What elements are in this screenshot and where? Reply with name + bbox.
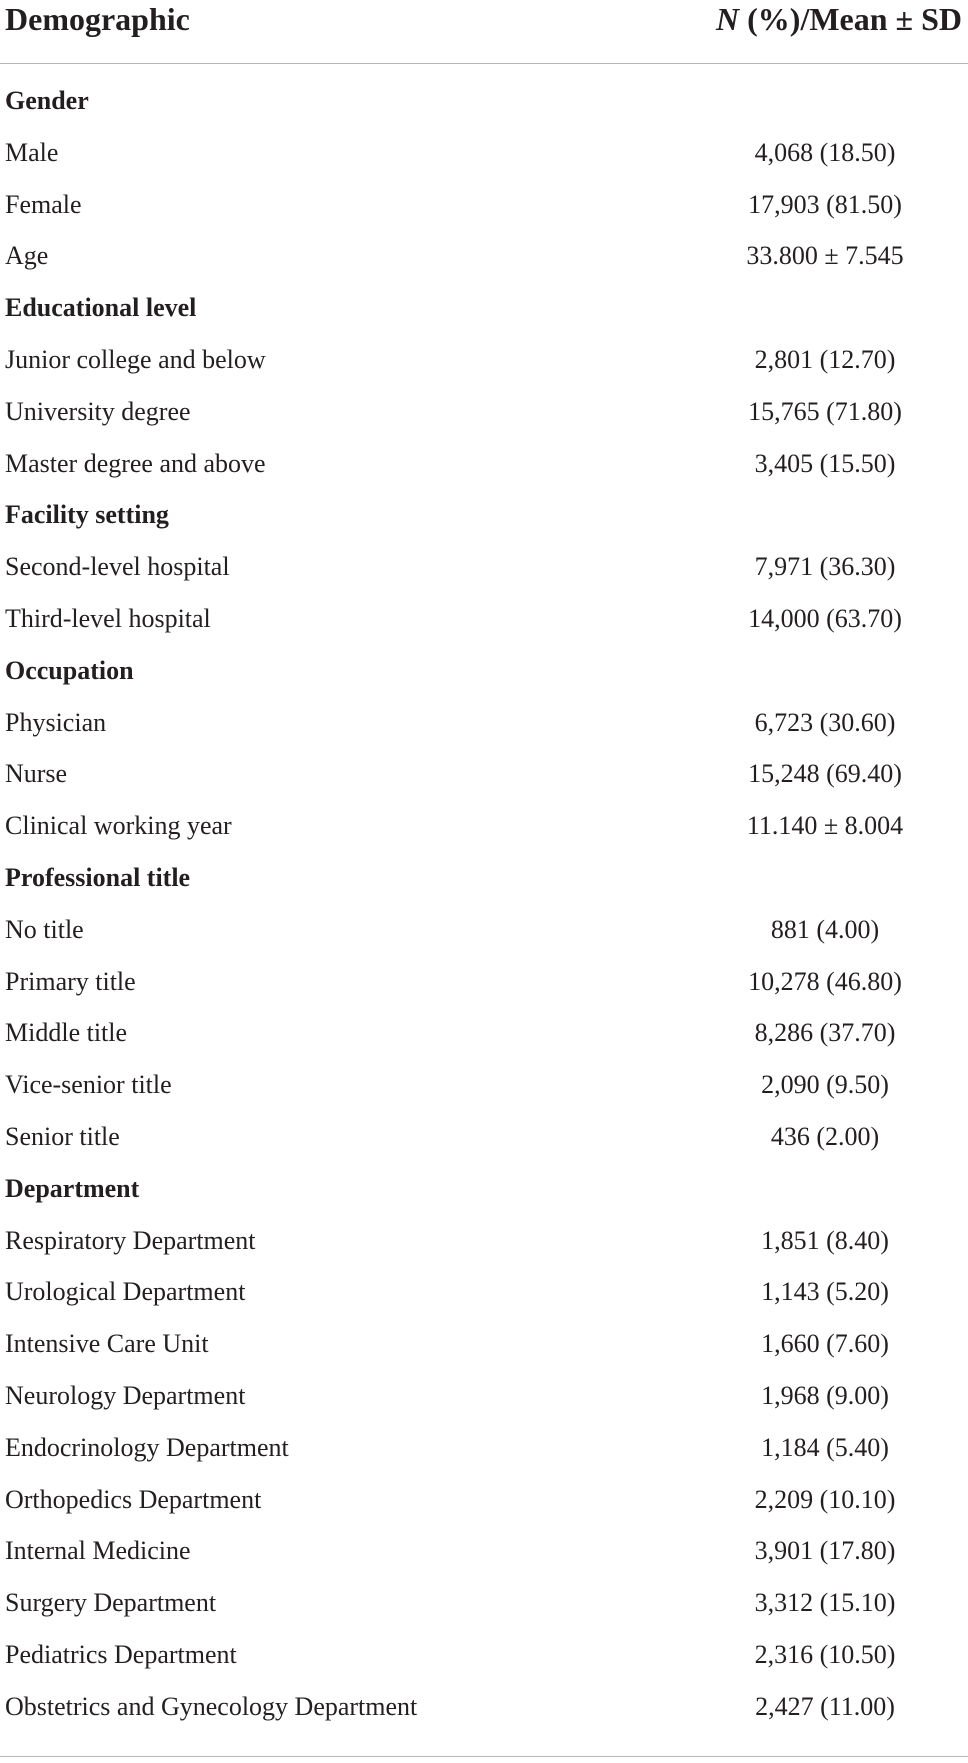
row-value: 8,286 (37.70): [754, 1018, 896, 1048]
row-value: 881 (4.00): [770, 914, 880, 944]
row-label: Respiratory Department: [5, 1225, 256, 1255]
row-label: Endocrinology Department: [5, 1432, 289, 1462]
table-row: [0, 706, 968, 758]
header-divider: [0, 63, 968, 64]
row-label: Primary title: [5, 966, 136, 996]
row-label: Physician: [5, 707, 107, 737]
table-row: [0, 1016, 968, 1068]
section-heading: Facility setting: [5, 500, 169, 530]
table-row: [0, 1327, 968, 1379]
row-label: No title: [5, 914, 84, 944]
row-value: 2,427 (11.00): [755, 1691, 895, 1721]
section-row: [0, 498, 968, 550]
row-value: 3,901 (17.80): [754, 1536, 896, 1566]
table-row: [0, 913, 968, 965]
table-row: [0, 1483, 968, 1535]
table-row: [0, 188, 968, 240]
row-label: Female: [5, 189, 82, 219]
table-header: [0, 0, 968, 64]
row-label: Nurse: [5, 759, 68, 789]
header-percent-mean-sd: (%)/Mean ± SD: [739, 1, 962, 37]
table-row: [0, 965, 968, 1017]
row-label: Middle title: [5, 1018, 128, 1048]
row-label: Orthopedics Department: [5, 1484, 262, 1514]
table-row: [0, 1638, 968, 1690]
row-value: 15,765 (71.80): [748, 396, 902, 426]
row-label: Surgery Department: [5, 1588, 217, 1618]
row-value: 3,405 (15.50): [754, 448, 896, 478]
row-value: 15,248 (69.40): [748, 759, 902, 789]
section-heading: Occupation: [5, 655, 134, 685]
row-label: Third-level hospital: [5, 603, 211, 633]
table-row: [0, 1690, 968, 1742]
header-n-mean-sd: [716, 0, 962, 39]
row-label: Master degree and above: [5, 448, 266, 478]
row-value: 10,278 (46.80): [748, 966, 902, 996]
row-value: 2,209 (10.10): [754, 1484, 896, 1514]
table-row: [0, 395, 968, 447]
table-row: [0, 1431, 968, 1483]
header-n: N: [716, 1, 740, 37]
row-label: Clinical working year: [5, 811, 232, 841]
section-row: [0, 861, 968, 913]
row-label: Age: [5, 241, 49, 271]
table-row: [0, 1379, 968, 1431]
row-label: Senior title: [5, 1121, 120, 1151]
section-heading: Professional title: [5, 862, 191, 892]
row-value: 14,000 (63.70): [748, 603, 902, 633]
section-row: [0, 1172, 968, 1224]
table-row: [0, 239, 968, 291]
row-label: Vice-senior title: [5, 1070, 172, 1100]
section-heading: Educational level: [5, 293, 197, 323]
row-value: 2,090 (9.50): [761, 1070, 889, 1100]
section-row: [0, 291, 968, 343]
table-row: [0, 1586, 968, 1638]
section-row: [0, 84, 968, 136]
row-label: Internal Medicine: [5, 1536, 191, 1566]
header-demographic: Demographic: [5, 1, 190, 37]
table-bottom-rule: [0, 1756, 968, 1757]
row-label: Urological Department: [5, 1277, 246, 1307]
table-row: [0, 809, 968, 861]
row-value: 2,801 (12.70): [754, 344, 896, 374]
table-body: [0, 84, 968, 1742]
row-label: Pediatrics Department: [5, 1639, 237, 1669]
row-label: Second-level hospital: [5, 552, 230, 582]
row-label: Intensive Care Unit: [5, 1329, 209, 1359]
row-label: University degree: [5, 396, 191, 426]
row-label: Junior college and below: [5, 344, 266, 374]
row-value: 33.800 ± 7.545: [746, 241, 904, 271]
table-row: [0, 757, 968, 809]
table-row: [0, 1275, 968, 1327]
table-row: [0, 1068, 968, 1120]
table-row: [0, 550, 968, 602]
row-value: 2,316 (10.50): [754, 1639, 896, 1669]
row-value: 17,903 (81.50): [748, 189, 902, 219]
row-value: 1,143 (5.20): [761, 1277, 889, 1307]
row-value: 1,968 (9.00): [761, 1380, 889, 1410]
row-label: Male: [5, 137, 59, 167]
row-label: Neurology Department: [5, 1380, 246, 1410]
section-heading: Department: [5, 1173, 140, 1203]
section-heading: Gender: [5, 86, 89, 115]
table-row: [0, 1120, 968, 1172]
row-value: 3,312 (15.10): [754, 1588, 896, 1618]
table-row: [0, 1534, 968, 1586]
row-value: 11.140 ± 8.004: [746, 811, 904, 841]
row-value: 436 (2.00): [770, 1121, 880, 1151]
row-value: 1,660 (7.60): [761, 1329, 889, 1359]
row-label: Obstetrics and Gynecology Department: [5, 1691, 418, 1721]
row-value: 7,971 (36.30): [754, 552, 896, 582]
table-row: [0, 343, 968, 395]
row-value: 1,851 (8.40): [761, 1225, 889, 1255]
row-value: 4,068 (18.50): [754, 137, 896, 167]
table-row: [0, 602, 968, 654]
table-row: [0, 1224, 968, 1276]
row-value: 1,184 (5.40): [761, 1432, 889, 1462]
table-row: [0, 447, 968, 499]
table-row: [0, 136, 968, 188]
row-value: 6,723 (30.60): [754, 707, 896, 737]
section-row: [0, 654, 968, 706]
